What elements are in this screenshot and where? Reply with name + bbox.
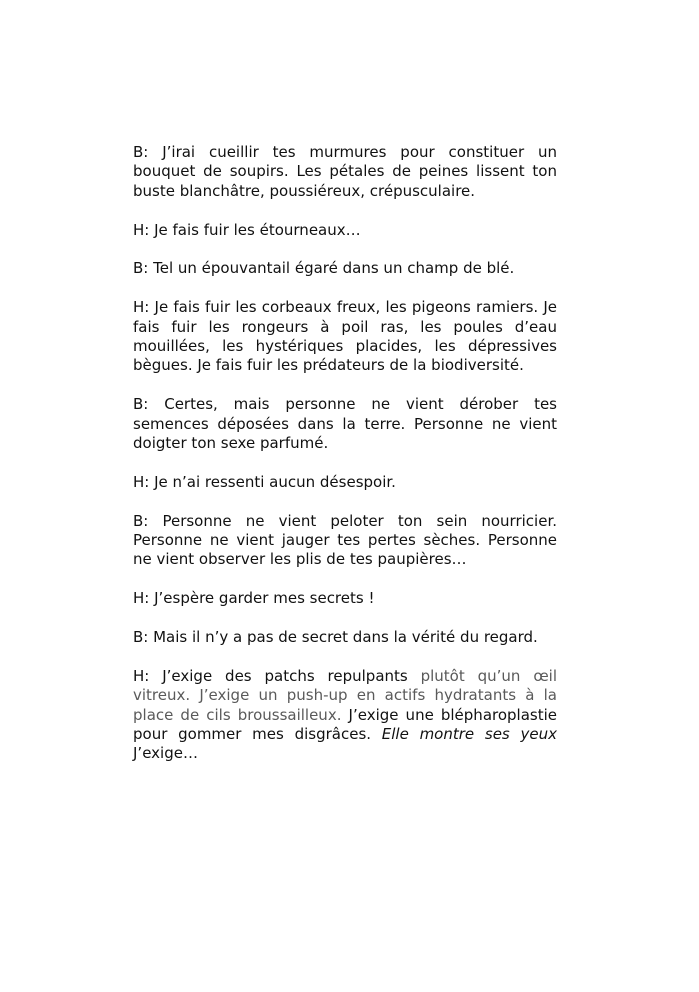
document-page — [133, 143, 557, 783]
dialogue-line-5: B: Certes, mais personne ne vient dérober tes semences déposées dans la terre. Personne ne vient doigter ton sexe parfumé. — [133, 395, 557, 453]
dialogue-line-9: B: Mais il n’y a pas de secret dans la vérité du regard. — [133, 628, 538, 647]
dialogue-line-7: B: Personne ne vient peloter ton sein nourricier. Personne ne vient jauger tes pertes sèches. Personne ne vient observer les plis de tes paupières… — [133, 511, 557, 569]
dialogue-line-1: B: J’irai cueillir tes murmures pour constituer un bouquet de soupirs. Les pétales de peines lissent ton buste blanchâtre, poussiéreux, crépusculaire. — [133, 143, 557, 200]
line-10-part-3: J’exige une blépharoplastie pour gommer mes disgrâces. — [133, 705, 557, 744]
line-10-part-1: H: J’exige des patchs repulpants — [133, 666, 421, 685]
dialogue-line-10 — [133, 667, 557, 764]
line-10-part-2-grey: plutôt qu’un œil vitreux. J’exige un push-up en actifs hydratants à la place de cils broussailleux. — [133, 666, 557, 724]
stage-direction: Elle montre ses yeux — [381, 725, 557, 744]
dialogue-line-8: H: J’espère garder mes secrets ! — [133, 589, 375, 608]
dialogue-line-2: H: Je fais fuir les étourneaux… — [133, 220, 361, 239]
line-10-part-4: J’exige… — [133, 744, 198, 763]
dialogue-line-4: H: Je fais fuir les corbeaux freux, les pigeons ramiers. Je fais fuir les rongeurs à poil ras, les poules d’eau mouillées, les hystériques placides, les dépressives bègues. Je fais fuir les prédateurs de la biodiversité. — [133, 298, 557, 375]
dialogue-line-3: B: Tel un épouvantail égaré dans un champ de blé. — [133, 259, 515, 278]
dialogue-line-6: H: Je n’ai ressenti aucun désespoir. — [133, 472, 396, 491]
